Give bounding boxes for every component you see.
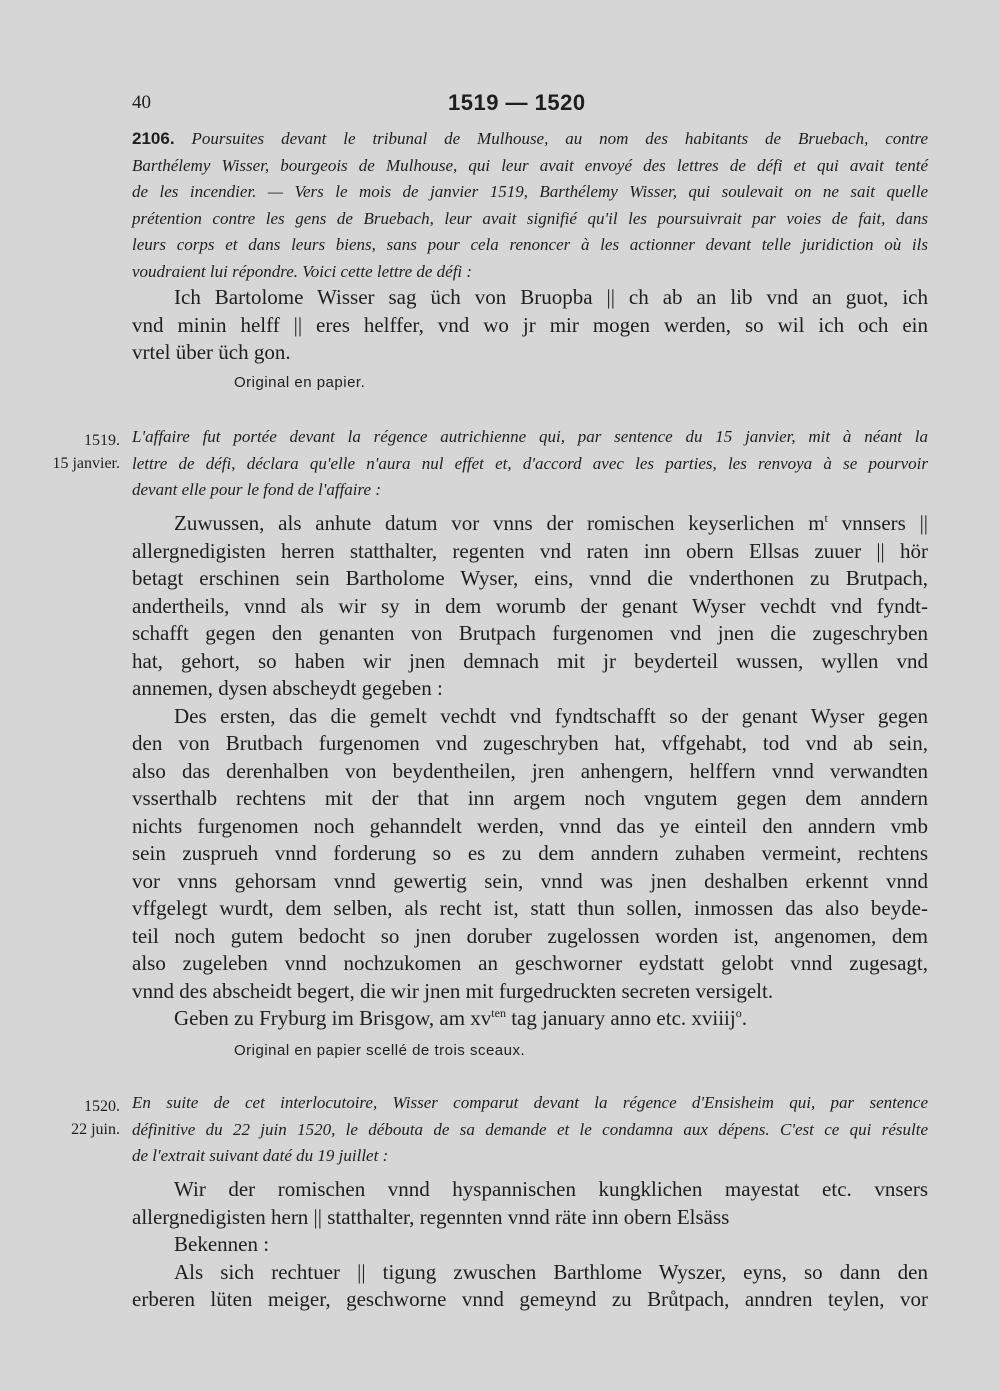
text-line-content: Zuwussen, als anhute datum vor vnns der romischen keyserlichen $m^t$ vnnsers || <box>174 511 928 535</box>
summary-line: lettre de défi, déclara qu'elle n'aura nul effet et, d'accord avec les parties, les renvoya à se pourvoir <box>132 453 928 473</box>
text-line: vor vnns gehorsam vnnd gewertig sein, vnnd was jnen deshalben erkennt vnnd <box>132 868 928 893</box>
margin-day: 15 janvier. <box>52 455 120 472</box>
summary-line: devant elle pour le fond de l'affaire : <box>132 480 381 499</box>
summary-line: prétention contre les gens de Bruebach, leur avait signifié qu'il les poursuivrait par voies de fait, dans <box>132 208 928 228</box>
text-line: vffgelegt wurdt, dem selben, als recht ist, statt thun sollen, inmossen das also beyde- <box>132 896 928 920</box>
margin-date <box>52 429 120 475</box>
summary-line: définitive du 22 juin 1520, le débouta de sa demande et le condamna aux dépens. C'est ce qui résulte <box>132 1119 928 1139</box>
text-line: sein zusprueh vnnd forderung so es zu dem anndern zuhaben vermeint, rechtens <box>132 841 928 865</box>
text-line: also zugeleben vnnd nochzukomen an geschworner eydstatt gelobt vnnd zugesagt, <box>132 951 928 975</box>
text-line: annemen, dysen abscheydt gegeben : <box>132 676 443 700</box>
section-summary <box>132 424 928 504</box>
margin-day: 22 juin. <box>71 1121 120 1138</box>
source-note: Original en papier scellé de trois sceaux. <box>234 1042 526 1059</box>
text-line: allergnedigisten herren statthalter, regenten vnd raten inn obern Ellsas zuuer || hör <box>132 538 928 563</box>
margin-year: 1520. <box>84 1098 120 1115</box>
text-line: erberen lüten meiger, geschworne vnnd gemeynd zu Brůtpach, anndren teylen, vor <box>132 1287 928 1311</box>
text-line: den von Brutbach furgenomen vnd zugeschryben hat, vffgehabt, tod vnd ab sein, <box>132 731 928 755</box>
text-line: Geben zu Fryburg im Brisgow, am $xv^{ten}$ tag january anno etc. xviiij$^o$. <box>174 1006 747 1030</box>
margin-date <box>52 1095 120 1141</box>
margin-year: 1519. <box>84 432 120 449</box>
sentence-text <box>132 510 928 1033</box>
text-line: schafft gegen den genanten von Brutpach furgenomen vnd jnen die zugeschryben <box>132 621 928 645</box>
summary-line: Barthélemy Wisser, bourgeois de Mulhouse, qui leur avait envoyé des lettres de défi et qui avait tenté <box>132 155 928 175</box>
page-number: 40 <box>132 92 151 113</box>
running-title: 1519 — 1520 <box>448 90 586 115</box>
text-line: Des ersten, das die gemelt vechdt vnd fyndtschafft so der genant Wyser gegen <box>174 703 928 728</box>
text-line: vsserthalb rechtens mit der that inn argem noch vngutem gegen dem anndern <box>132 786 928 810</box>
superscript: ten <box>491 1006 506 1020</box>
text-line: allergnedigisten hern || statthalter, regennten vnnd räte inn obern Elsäss <box>132 1204 730 1229</box>
text-line: Bekennen : <box>174 1232 270 1256</box>
summary-line: de les incendier. — Vers le mois de janvier 1519, Barthélemy Wisser, qui soulevait on ne sait quelle <box>132 182 928 201</box>
letter-line: vnd minin helff || eres helffer, vnd wo jr mir mogen werden, so wil ich och ein <box>132 312 928 337</box>
text-line: vnnd des abscheidt begert, die wir jnen mit furgedruckten secreten versigelt. <box>132 978 774 1003</box>
summary-line: voudraient lui répondre. Voici cette lettre de défi : <box>132 261 473 281</box>
letter-line: vrtel über üch gon. <box>132 340 291 364</box>
judgment-text <box>132 1176 928 1314</box>
summary-line: L'affaire fut portée devant la régence autrichienne qui, par sentence du 15 janvier, mit à néant la <box>132 427 928 446</box>
defiance-letter <box>132 284 928 367</box>
text-line: nichts furgenomen noch gehanndelt werden, vnnd das ye einteil den anndern vmb <box>132 813 928 838</box>
text-line <box>132 510 928 538</box>
text-line: Als sich rechtuer || tigung zwuschen Barthlome Wyszer, eyns, so dann den <box>174 1259 928 1284</box>
text-line: andertheils, vnnd als wir sy in dem worumb der genant Wyser vechdt vnd fyndt- <box>132 593 928 618</box>
summary-line: Poursuites devant le tribunal de Mulhouse, au nom des habitants de Bruebach, contre <box>191 129 929 148</box>
entry-summary <box>132 126 928 285</box>
summary-line: leurs corps et dans leurs biens, sans pour cela renoncer à les actionner devant telle juridiction où ils <box>132 235 928 254</box>
entry-number: 2106. <box>132 129 175 148</box>
section-summary <box>132 1090 928 1170</box>
superscript: t <box>824 511 828 525</box>
superscript: o <box>735 1006 742 1020</box>
letter-line: Ich Bartolome Wisser sag üch von Bruopba || ch ab an lib vnd an guot, ich <box>174 285 928 309</box>
summary-line: de l'extrait suivant daté du 19 juillet : <box>132 1146 389 1165</box>
text-line: betagt erschinen sein Bartholome Wyser, eins, vnnd die vnderthonen zu Brutpach, <box>132 566 928 590</box>
summary-line: En suite de cet interlocutoire, Wisser comparut devant la régence d'Ensisheim qui, par sentence <box>132 1093 928 1112</box>
text-line: Wir der romischen vnnd hyspannischen kungklichen mayestat etc. vnsers <box>174 1177 928 1201</box>
text-line: teil noch gutem bedocht so jnen doruber zugelossen worden ist, angenomen, dem <box>132 923 928 948</box>
text-line: also das derenhalben von beydentheilen, jren anhengern, helffern vnnd verwandten <box>132 758 928 783</box>
text-line: hat, gehort, so haben wir jnen demnach mit jr beyderteil wussen, wyllen vnd <box>132 648 928 673</box>
source-note: Original en papier. <box>234 374 366 391</box>
